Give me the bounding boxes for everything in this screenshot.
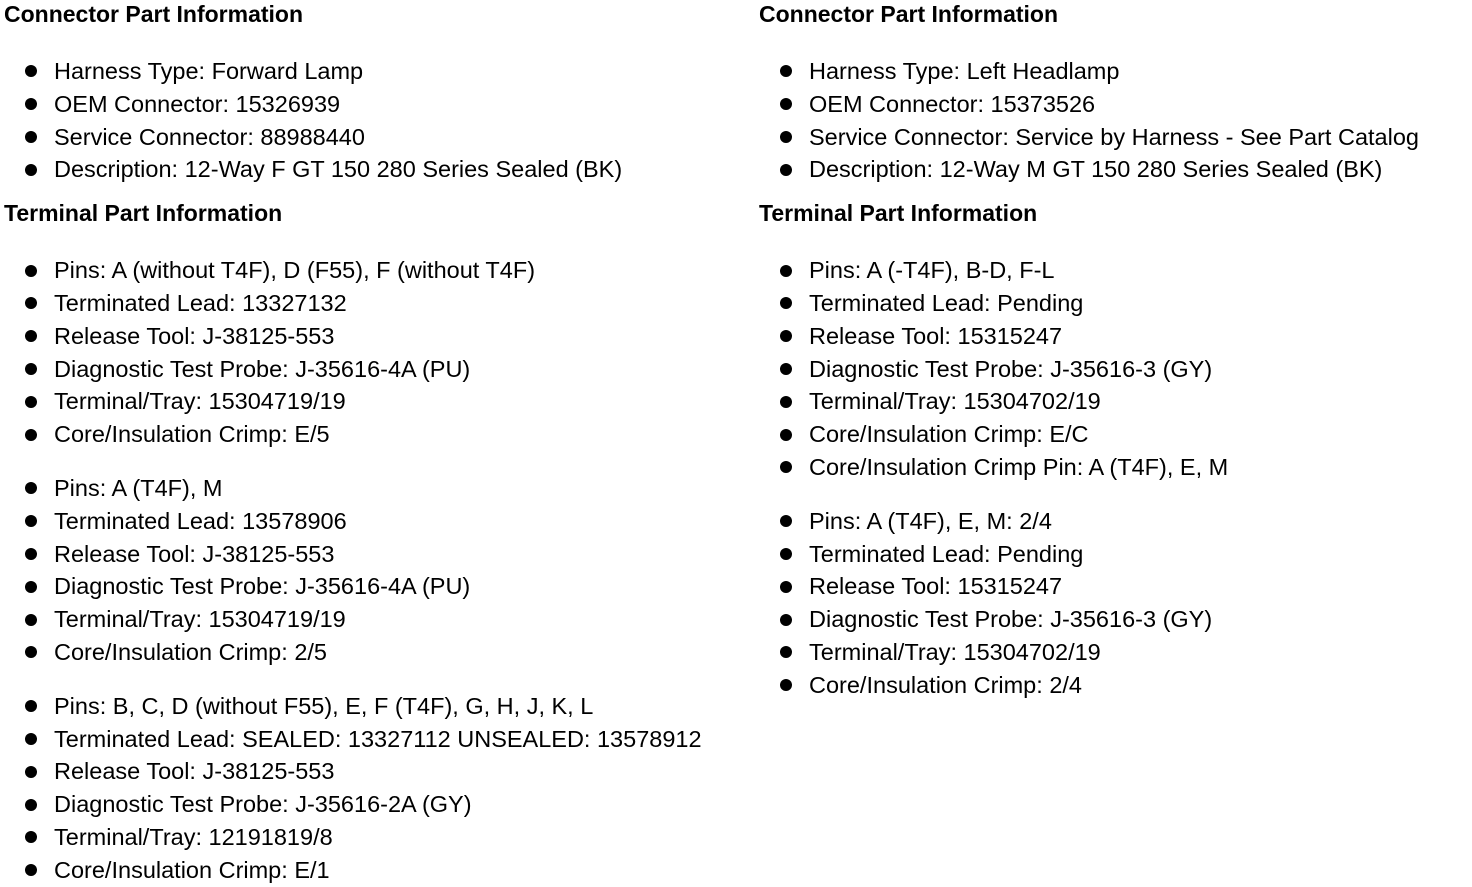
item-text: OEM Connector: 15326939 bbox=[54, 90, 341, 117]
terminal-group-1 bbox=[759, 254, 1469, 484]
list-item bbox=[4, 723, 754, 756]
item-text: Core/Insulation Crimp: 2/5 bbox=[54, 638, 327, 665]
bullet-icon bbox=[780, 646, 792, 658]
item-text: Harness Type: Left Headlamp bbox=[809, 58, 1120, 84]
bullet-icon bbox=[780, 363, 792, 375]
list-item bbox=[759, 88, 1469, 121]
item-text: Release Tool: J-38125-553 bbox=[54, 322, 335, 349]
item-text: Service Connector: 88988440 bbox=[54, 123, 365, 150]
item-text: Pins: A (T4F), M bbox=[54, 474, 223, 501]
item-text: Diagnostic Test Probe: J-35616-3 (GY) bbox=[809, 606, 1213, 633]
bullet-icon bbox=[25, 98, 37, 110]
list-item bbox=[4, 755, 754, 788]
list-item bbox=[4, 153, 754, 186]
item-text: Description: 12-Way M GT 150 280 Series Sealed (BK) bbox=[809, 156, 1383, 183]
bullet-icon bbox=[25, 700, 37, 712]
item-text: Terminal/Tray: 12191819/8 bbox=[54, 823, 333, 850]
list-item bbox=[759, 603, 1469, 636]
list-item bbox=[759, 153, 1469, 186]
bullet-icon bbox=[780, 461, 792, 473]
item-text: Release Tool: 15315247 bbox=[809, 573, 1063, 600]
item-text: Core/Insulation Crimp: 2/4 bbox=[809, 671, 1082, 698]
bullet-icon bbox=[25, 733, 37, 745]
bullet-icon bbox=[25, 646, 37, 658]
item-text: Terminal/Tray: 15304702/19 bbox=[809, 638, 1101, 665]
bullet-icon bbox=[25, 131, 37, 143]
bullet-icon bbox=[25, 831, 37, 843]
list-item bbox=[4, 254, 754, 287]
item-text: Service Connector: Service by Harness - See Part Catalog bbox=[809, 123, 1419, 150]
item-text: Terminal/Tray: 15304719/19 bbox=[54, 388, 346, 415]
bullet-icon bbox=[780, 330, 792, 342]
right-column bbox=[759, 0, 1469, 702]
bullet-icon bbox=[25, 799, 37, 811]
bullet-icon bbox=[25, 766, 37, 778]
list-item bbox=[4, 55, 754, 88]
list-item bbox=[4, 690, 754, 723]
list-item bbox=[759, 320, 1469, 353]
bullet-icon bbox=[25, 330, 37, 342]
item-text: Release Tool: J-38125-553 bbox=[54, 758, 335, 785]
terminal-group-1 bbox=[4, 254, 754, 451]
bullet-icon bbox=[780, 429, 792, 441]
list-item bbox=[4, 472, 754, 505]
item-text: Diagnostic Test Probe: J-35616-4A (PU) bbox=[54, 355, 471, 382]
terminal-group-2 bbox=[759, 505, 1469, 702]
item-text: Terminated Lead: 13578906 bbox=[54, 507, 347, 534]
item-text: Harness Type: Forward Lamp bbox=[54, 58, 364, 84]
item-text: Terminated Lead: SEALED: 13327112 UNSEALED: 13578912 bbox=[54, 725, 702, 752]
bullet-icon bbox=[780, 131, 792, 143]
item-text: Core/Insulation Crimp: E/1 bbox=[54, 856, 330, 883]
item-text: Terminated Lead: Pending bbox=[809, 540, 1084, 567]
connector-part-heading: Connector Part Information bbox=[759, 1, 1059, 27]
bullet-icon bbox=[780, 297, 792, 309]
list-item bbox=[759, 538, 1469, 571]
bullet-icon bbox=[780, 679, 792, 691]
bullet-icon bbox=[780, 515, 792, 527]
list-item bbox=[4, 320, 754, 353]
list-item bbox=[4, 287, 754, 320]
item-text: Core/Insulation Crimp: E/5 bbox=[54, 421, 330, 448]
connector-info-list bbox=[759, 55, 1469, 186]
item-text: Terminal/Tray: 15304702/19 bbox=[809, 388, 1101, 415]
bullet-icon bbox=[25, 363, 37, 375]
list-item bbox=[4, 788, 754, 821]
list-item bbox=[759, 505, 1469, 538]
list-item bbox=[4, 88, 754, 121]
list-item bbox=[4, 854, 754, 887]
list-item bbox=[759, 287, 1469, 320]
bullet-icon bbox=[25, 515, 37, 527]
terminal-part-heading: Terminal Part Information bbox=[4, 200, 283, 227]
list-item bbox=[4, 570, 754, 603]
list-item bbox=[759, 636, 1469, 669]
list-item bbox=[4, 121, 754, 154]
connector-info-list bbox=[4, 55, 754, 186]
item-text: Description: 12-Way F GT 150 280 Series Sealed (BK) bbox=[54, 156, 623, 183]
item-text: Release Tool: J-38125-553 bbox=[54, 540, 335, 567]
connector-part-heading: Connector Part Information bbox=[4, 1, 304, 27]
bullet-icon bbox=[780, 548, 792, 560]
bullet-icon bbox=[25, 297, 37, 309]
bullet-icon bbox=[780, 614, 792, 626]
list-item bbox=[759, 121, 1469, 154]
item-text: Pins: A (without T4F), D (F55), F (without T4F) bbox=[54, 257, 536, 284]
list-item bbox=[759, 669, 1469, 702]
list-item bbox=[4, 821, 754, 854]
item-text: Pins: B, C, D (without F55), E, F (T4F), G, H, J, K, L bbox=[54, 692, 594, 719]
bullet-icon bbox=[25, 864, 37, 876]
list-item bbox=[759, 451, 1469, 484]
terminal-group-2 bbox=[4, 472, 754, 669]
list-item bbox=[4, 538, 754, 571]
terminal-part-heading: Terminal Part Information bbox=[759, 200, 1038, 227]
bullet-icon bbox=[25, 581, 37, 593]
list-item bbox=[4, 385, 754, 418]
bullet-icon bbox=[25, 482, 37, 494]
item-text: Diagnostic Test Probe: J-35616-2A (GY) bbox=[54, 791, 472, 818]
bullet-icon bbox=[780, 265, 792, 277]
bullet-icon bbox=[25, 429, 37, 441]
bullet-icon bbox=[780, 581, 792, 593]
item-text: Core/Insulation Crimp Pin: A (T4F), E, M bbox=[809, 453, 1229, 480]
bullet-icon bbox=[25, 548, 37, 560]
item-text: Terminated Lead: Pending bbox=[809, 289, 1084, 316]
bullet-icon bbox=[25, 65, 37, 77]
bullet-icon bbox=[780, 396, 792, 408]
bullet-icon bbox=[25, 614, 37, 626]
item-text: Pins: A (T4F), E, M: 2/4 bbox=[809, 507, 1052, 534]
bullet-icon bbox=[780, 65, 792, 77]
list-item bbox=[759, 385, 1469, 418]
item-text: Terminated Lead: 13327132 bbox=[54, 289, 347, 316]
list-item bbox=[759, 353, 1469, 386]
list-item bbox=[759, 418, 1469, 451]
item-text: Terminal/Tray: 15304719/19 bbox=[54, 606, 346, 633]
list-item bbox=[4, 505, 754, 538]
list-item bbox=[759, 570, 1469, 603]
item-text: Diagnostic Test Probe: J-35616-3 (GY) bbox=[809, 355, 1213, 382]
terminal-group-3 bbox=[4, 690, 754, 887]
item-text: Diagnostic Test Probe: J-35616-4A (PU) bbox=[54, 573, 471, 600]
list-item bbox=[4, 603, 754, 636]
bullet-icon bbox=[780, 98, 792, 110]
item-text: OEM Connector: 15373526 bbox=[809, 90, 1096, 117]
item-text: Release Tool: 15315247 bbox=[809, 322, 1063, 349]
bullet-icon bbox=[25, 396, 37, 408]
bullet-icon bbox=[780, 164, 792, 176]
list-item bbox=[4, 418, 754, 451]
bullet-icon bbox=[25, 164, 37, 176]
bullet-icon bbox=[25, 265, 37, 277]
list-item bbox=[759, 254, 1469, 287]
list-item bbox=[759, 55, 1469, 88]
list-item bbox=[4, 353, 754, 386]
list-item bbox=[4, 636, 754, 669]
item-text: Pins: A (-T4F), B-D, F-L bbox=[809, 257, 1055, 284]
left-column bbox=[4, 0, 754, 887]
item-text: Core/Insulation Crimp: E/C bbox=[809, 421, 1089, 448]
